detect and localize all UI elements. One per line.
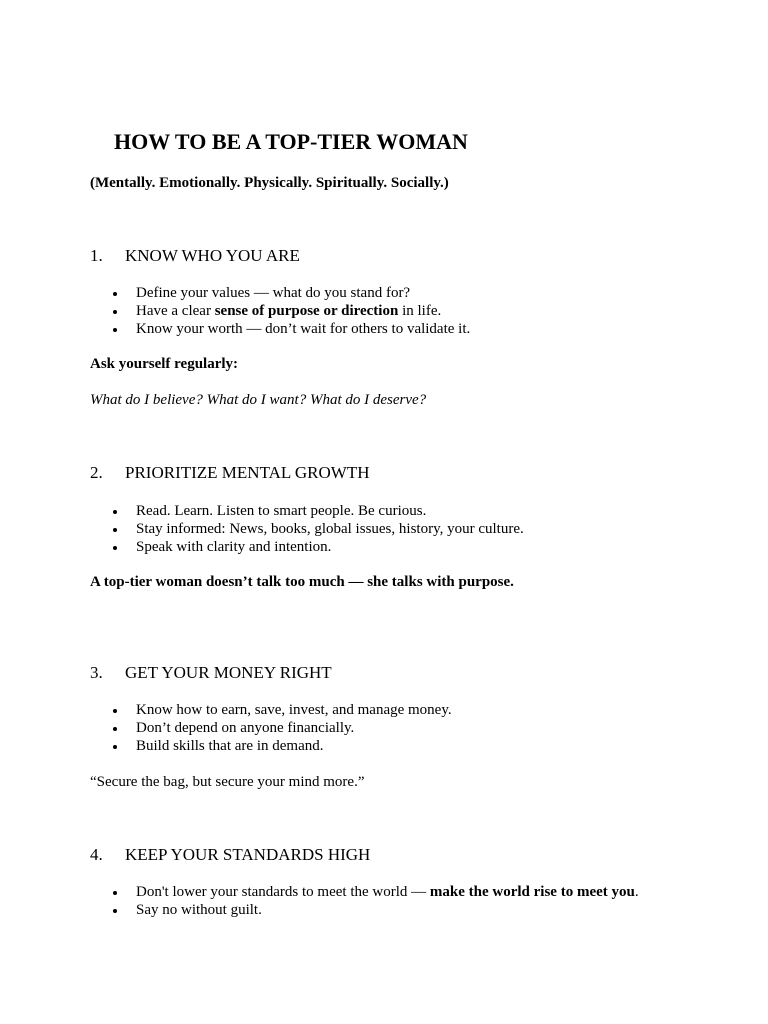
section-number: 3. bbox=[90, 663, 103, 682]
section-1-bullet-list bbox=[90, 284, 470, 338]
list-item: Know how to earn, save, invest, and manage money. bbox=[90, 701, 452, 719]
emphasis-text: make the world rise to meet you bbox=[429, 884, 635, 900]
section-2-closing: A top-tier woman doesn’t talk too much — she talks with purpose. bbox=[90, 574, 514, 590]
list-item: Stay informed: News, books, global issues, history, your culture. bbox=[90, 520, 524, 538]
list-item: Speak with clarity and intention. bbox=[90, 538, 524, 556]
section-title: KNOW WHO YOU ARE bbox=[125, 246, 300, 265]
section-3-quote: “Secure the bag, but secure your mind more.” bbox=[90, 774, 365, 790]
section-title: KEEP YOUR STANDARDS HIGH bbox=[125, 845, 371, 864]
list-item: Know your worth — don’t wait for others to validate it. bbox=[90, 320, 470, 338]
section-3-heading bbox=[90, 662, 332, 684]
section-2-heading bbox=[90, 462, 369, 484]
list-item: Don't lower your standards to meet the world — make the world rise to meet you. bbox=[90, 883, 639, 901]
section-2-bullet-list bbox=[90, 502, 524, 556]
list-item: Build skills that are in demand. bbox=[90, 737, 452, 755]
list-item: Have a clear sense of purpose or direction in life. bbox=[90, 302, 470, 320]
section-number: 4. bbox=[90, 845, 103, 864]
section-number: 1. bbox=[90, 246, 103, 265]
list-item: Define your values — what do you stand for? bbox=[90, 284, 470, 302]
section-3-bullet-list bbox=[90, 701, 452, 755]
list-item: Say no without guilt. bbox=[90, 901, 639, 919]
section-4-bullet-list bbox=[90, 883, 639, 919]
prompt-label: Ask yourself regularly: bbox=[90, 356, 239, 372]
document-title: HOW TO BE A TOP-TIER WOMAN bbox=[114, 129, 468, 154]
section-4-heading bbox=[90, 844, 370, 866]
list-item: Don’t depend on anyone financially. bbox=[90, 719, 452, 737]
emphasis-text: sense of purpose or direction bbox=[214, 303, 399, 319]
prompt-text: What do I believe? What do I want? What do I deserve? bbox=[90, 392, 427, 408]
document-subtitle: (Mentally. Emotionally. Physically. Spiritually. Socially.) bbox=[90, 175, 449, 191]
section-title: GET YOUR MONEY RIGHT bbox=[125, 663, 332, 682]
section-number: 2. bbox=[90, 463, 103, 482]
list-item: Read. Learn. Listen to smart people. Be curious. bbox=[90, 502, 524, 520]
section-1-heading bbox=[90, 245, 300, 267]
section-title: PRIORITIZE MENTAL GROWTH bbox=[125, 463, 370, 482]
